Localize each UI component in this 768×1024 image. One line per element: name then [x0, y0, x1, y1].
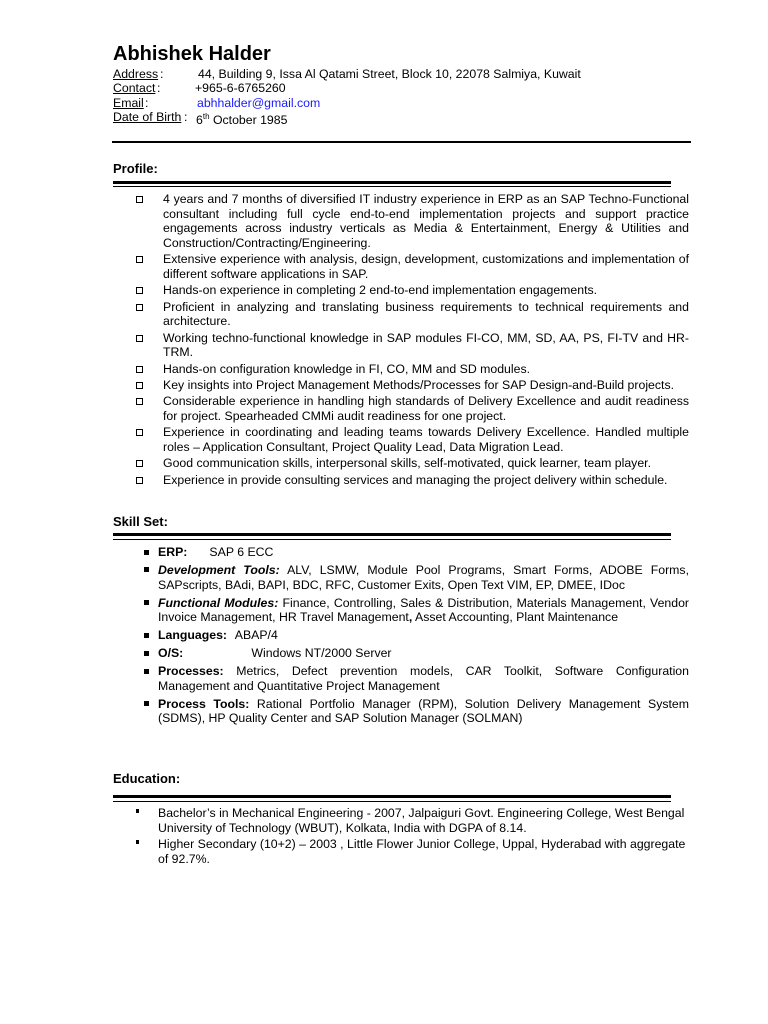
- profile-item: [163, 362, 689, 377]
- skill-label: Process Tools:: [158, 696, 250, 711]
- education-item: [158, 806, 689, 835]
- square-bullet-icon: [136, 429, 143, 436]
- filled-square-bullet-icon: [144, 600, 149, 605]
- skill-label: O/S:: [158, 646, 184, 661]
- address-value: 44, Building 9, Issa Al Qatami Street, Block 10, 22078 Salmiya, Kuwait: [198, 67, 581, 81]
- skill-item: [158, 545, 689, 560]
- small-bullet-icon: [136, 809, 139, 813]
- filled-square-bullet-icon: [144, 651, 149, 656]
- skill-item: [158, 596, 689, 625]
- profile-item: [163, 283, 689, 298]
- filled-square-bullet-icon: [144, 701, 149, 706]
- skill-item: [158, 646, 689, 661]
- skill-value: Finance, Controlling, Sales & Distribution, Materials Management, Vendor Invoice Management, HR Travel Management: [158, 595, 690, 625]
- profile-item-text: 4 years and 7 months of diversified IT industry experience in ERP as an SAP Techno-Functional consultant including full cycle end-to-end implementation projects and support practice engagements across industry verticals as Media & Entertainment, Energy & Utilities and Construction/Contracting/Engineering.: [163, 192, 689, 250]
- profile-item: [163, 378, 689, 393]
- header-divider: [112, 141, 691, 143]
- skill-value-separator: ,: [408, 610, 413, 625]
- skill-value: Rational Portfolio Manager (RPM), Solution Delivery Management System (SDMS), HP Quality Center and SAP Solution Manager (SOLMAN): [158, 696, 690, 726]
- skills-rule-thin: [113, 539, 671, 540]
- profile-item: [163, 300, 689, 329]
- skill-label: Development Tools:: [158, 562, 280, 577]
- email-label: Email: [113, 95, 144, 110]
- profile-item: [163, 473, 689, 488]
- dob-value: 6th October 1985: [196, 111, 288, 127]
- profile-rule: [113, 181, 671, 184]
- skill-value-tail: Asset Accounting, Plant Maintenance: [415, 610, 619, 625]
- address-label: Address: [113, 67, 159, 81]
- profile-item: [163, 192, 689, 250]
- skill-item: [158, 563, 689, 592]
- profile-item-text: Proficient in analyzing and translating business requirements to technical requirements and architecture.: [163, 299, 689, 329]
- profile-item-text: Key insights into Project Management Methods/Processes for SAP Design-and-Build projects.: [163, 377, 675, 392]
- skill-label: Processes:: [158, 664, 224, 679]
- profile-item-text: Hands-on experience in completing 2 end-to-end implementation engagements.: [163, 283, 598, 298]
- filled-square-bullet-icon: [144, 567, 149, 572]
- profile-item-text: Good communication skills, interpersonal skills, self-motivated, quick learner, team player.: [163, 456, 651, 471]
- square-bullet-icon: [136, 256, 143, 263]
- education-item-text: Bachelor’s in Mechanical Engineering - 2007, Jalpaiguri Govt. Engineering College, West Bengal University of Technology (WBUT), Kolkata, India with DGPA of 8.14.: [158, 806, 685, 835]
- square-bullet-icon: [136, 398, 143, 405]
- candidate-name: Abhishek Halder: [113, 43, 271, 65]
- filled-square-bullet-icon: [144, 669, 149, 674]
- filled-square-bullet-icon: [144, 633, 149, 638]
- profile-item: [163, 456, 689, 471]
- skills-heading: Skill Set:: [113, 514, 168, 529]
- square-bullet-icon: [136, 382, 143, 389]
- education-heading: Education:: [113, 771, 181, 786]
- contact-label: Contact: [113, 81, 156, 96]
- education-list: [158, 806, 689, 868]
- skill-item: [158, 628, 689, 643]
- skill-item: [158, 664, 689, 693]
- square-bullet-icon: [136, 196, 143, 203]
- profile-item-text: Extensive experience with analysis, design, development, customizations and implementation of different software applications in SAP.: [163, 252, 689, 281]
- profile-item: [163, 394, 689, 423]
- profile-item-text: Considerable experience in handling high standards of Delivery Excellence and audit readiness for project. Spearheaded CMMi audit readiness for one project.: [163, 394, 689, 423]
- profile-list: [163, 192, 689, 489]
- profile-item-text: Experience in coordinating and leading teams towards Delivery Excellence. Handled multiple roles – Application Consultant, Project Quality Lead, Data Migration Lead.: [163, 425, 689, 454]
- skill-label: Functional Modules:: [158, 595, 279, 610]
- square-bullet-icon: [136, 287, 143, 294]
- filled-square-bullet-icon: [144, 550, 149, 555]
- education-item: [158, 837, 689, 866]
- skill-label: ERP:: [158, 545, 188, 559]
- skill-value: Metrics, Defect prevention models, CAR Toolkit, Software Configuration Management and Quantitative Project Management: [158, 664, 689, 693]
- square-bullet-icon: [136, 304, 143, 311]
- square-bullet-icon: [136, 477, 143, 484]
- profile-heading: Profile:: [113, 161, 158, 176]
- education-item-text: Higher Secondary (10+2) – 2003 , Little Flower Junior College, Uppal, Hyderabad with aggregate of 92.7%.: [158, 837, 686, 866]
- skill-item: [158, 697, 689, 726]
- email-link[interactable]: abhhalder@gmail.com: [197, 95, 321, 110]
- small-bullet-icon: [136, 840, 139, 844]
- profile-item-text: Experience in provide consulting services and managing the project delivery within schedule.: [163, 472, 668, 487]
- skills-rule: [113, 533, 671, 536]
- skill-value: ABAP/4: [234, 628, 278, 643]
- square-bullet-icon: [136, 335, 143, 342]
- skill-value: ALV, LSMW, Module Pool Programs, Smart Forms, ADOBE Forms, SAPscripts, BAdi, BAPI, BDC, RFC, Customer Exits, Open Text VIM, EP, DMEE, IDoc: [158, 562, 689, 592]
- education-rule-thin: [113, 801, 671, 802]
- profile-item: [163, 425, 689, 454]
- skill-label: Languages:: [158, 628, 228, 643]
- skill-value: Windows NT/2000 Server: [251, 646, 392, 661]
- profile-item: [163, 252, 689, 281]
- profile-item-text: Hands-on configuration knowledge in FI, CO, MM and SD modules.: [163, 361, 531, 376]
- skill-value: SAP 6 ECC: [209, 545, 274, 559]
- profile-item-text: Working techno-functional knowledge in SAP modules FI-CO, MM, SD, AA, PS, FI-TV and HR-TRM.: [163, 330, 689, 360]
- resume-page: Abhishek Halder Address : 44, Building 9, Issa Al Qatami Street, Block 10, 22078 Salmiya, Kuwait Contact : +965-6-6765260 Email : abhhalder@gmail.com Date of Birth : 6th October 1985 Profile: 4 years and 7 months of diversified IT industry experience in ERP as an SAP Techno-Functional consultant including full cycle end-to-end implementation projects and support practice engagements across industry verticals as Media & Entertainment, Energy & Utilities and Construction/Contracting/Engineering. Extensive experience with analysis, design, development, customizations and implementation of different software applications in SAP. Hands-on experience in completing 2 end-to-end implementation engagements. Proficient in analyzing and translating business requirements to technical requirements and architecture. Working techno-functional knowledge in SAP modules FI-CO, MM, SD, AA, PS, FI-TV and HR-TRM. Hands-on configuration knowledge in FI, CO, MM and SD modules. Key insights into Project Management Methods/Processes for SAP Design-and-Build projects. Considerable experience in handling high standards of Delivery Excellence and audit readiness for project. Spearheaded CMMi audit readiness for one project. Experience in coordinating and leading teams towards Delivery Excellence. Handled multiple roles – Application Consultant, Project Quality Lead, Data Migration Lead. Good communication skills, interpersonal skills, self-motivated, quick learner, team player. Experience in provide consulting services and managing the project delivery within schedule. Skill Set: ERP: SAP 6 ECC Development Tools: ALV, LSMW, Module Pool Programs, Smart Forms, ADOBE Forms, SAPscripts, BAdi, BAPI, BDC, RFC, Customer Exits, Open Text VIM, EP, DMEE, IDoc Functional Modules: Finance, Controlling, Sales & Distribution, Materials Management, Vendor Invoice Management, HR Travel Management, Asset Accounting, Plant Maintenance Languages: ABAP/4 O/S: Windows NT/2000 Server Processes: Metrics, Defect prevention models, CAR Toolkit, Software Configuration Management and Quantitative Project Management Process Tools: Rational Portfolio Manager (RPM), Solution Delivery Management System (SDMS), HP Quality Center and SAP Solution Manager (SOLMAN) Education: Bachelor’s in Mechanical Engineering - 2007, Jalpaiguri Govt. Engineering College, West Bengal University of Technology (WBUT), Kolkata, India with DGPA of 8.14. Higher Secondary (10+2) – 2003 , Little Flower Junior College, Uppal, Hyderabad with aggregate of 92.7%.: [0, 0, 768, 1024]
- skills-list: [158, 545, 689, 729]
- education-rule: [113, 795, 671, 798]
- profile-item: [163, 331, 689, 360]
- profile-rule-thin: [113, 186, 671, 187]
- contact-value: +965-6-6765260: [195, 81, 286, 96]
- square-bullet-icon: [136, 366, 143, 373]
- dob-label: Date of Birth: [113, 109, 182, 124]
- square-bullet-icon: [136, 460, 143, 467]
